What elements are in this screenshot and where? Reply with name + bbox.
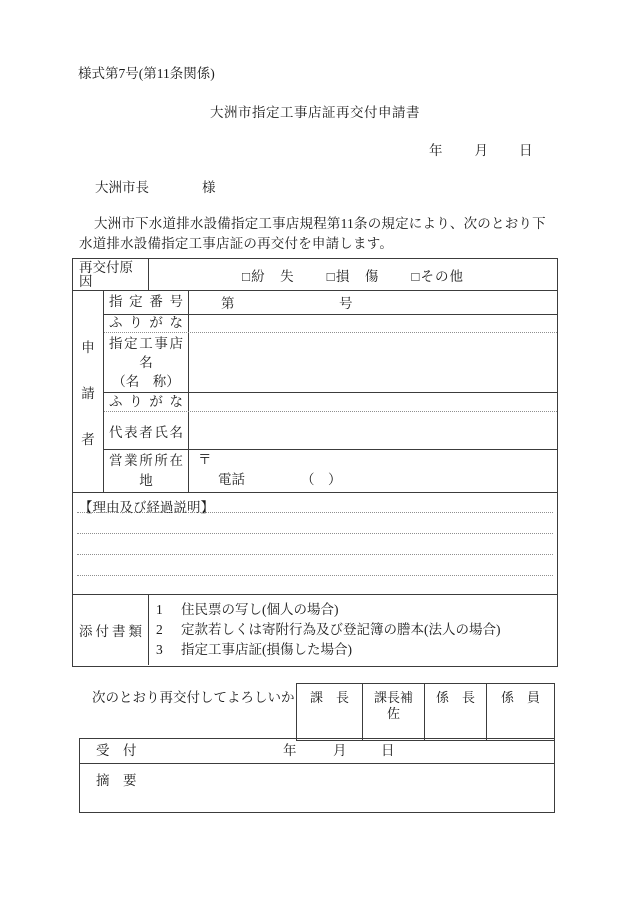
writing-line	[77, 575, 553, 576]
addressee-honorific: 様	[202, 180, 216, 195]
shop-name-field[interactable]	[189, 333, 557, 392]
reception-summary-row[interactable]	[80, 764, 554, 789]
application-table	[72, 258, 558, 667]
attachment-item-1	[156, 600, 553, 620]
approval-cell-label: 係 長	[435, 690, 475, 705]
office-address-field[interactable]	[189, 450, 557, 492]
approval-stamp-boxes	[296, 683, 555, 741]
furigana-representative-label-cell	[104, 393, 189, 412]
applicant-vertical-label	[73, 291, 104, 492]
attachments-list	[149, 595, 557, 665]
cause-option-other-label: その他	[420, 268, 464, 284]
attachment-item-text: 定款若しくは寄附行為及び登記簿の謄本(法人の場合)	[181, 622, 501, 637]
approval-cell-label: 課長補佐	[373, 690, 413, 721]
designation-number-row	[104, 291, 557, 315]
addressee-name: 大洲市長	[95, 180, 149, 195]
reception-month-label: 月	[333, 743, 347, 758]
checkbox-damaged-icon[interactable]: □	[326, 268, 336, 284]
reception-label: 受 付	[96, 743, 137, 758]
representative-field[interactable]	[189, 412, 557, 449]
reissue-cause-label: 再交付原因	[73, 259, 149, 290]
number-prefix: 第	[221, 296, 235, 311]
approval-cell-section-chief[interactable]	[297, 684, 363, 740]
applicant-char-1: 申	[81, 339, 95, 355]
approval-cell-label: 係 員	[500, 690, 540, 705]
cause-option-lost	[242, 265, 295, 285]
representative-label: 代 表 者 氏 名	[109, 424, 183, 440]
reception-date-row[interactable]	[80, 739, 554, 764]
office-address-label-cell	[104, 450, 189, 492]
attachments-row	[73, 595, 557, 665]
writing-line	[77, 533, 553, 534]
tel-label: 電話	[218, 472, 245, 488]
cause-option-other	[411, 265, 464, 285]
furigana-shop-label: ふ り が な	[109, 314, 183, 330]
reception-summary-label: 摘 要	[96, 773, 137, 788]
attachments-label-cell	[73, 595, 149, 665]
office-address-label-line2: 地	[139, 473, 153, 489]
designation-number-field[interactable]	[189, 291, 557, 314]
shop-name-label-line1: 指 定 工 事 店	[109, 335, 183, 351]
approval-note: 次のとおり再交付してよろしいか	[92, 690, 295, 705]
designation-number-label-cell	[104, 291, 189, 314]
approval-cell-staff[interactable]	[487, 684, 554, 740]
applicant-char-3: 者	[81, 431, 95, 447]
reason-section[interactable]	[73, 493, 557, 595]
furigana-representative-label: ふ り が な	[109, 393, 183, 409]
addressee-line	[95, 176, 216, 196]
shop-name-label-cell	[104, 333, 189, 392]
attachments-label: 添 付 書 類	[79, 624, 142, 639]
attachment-item-3	[156, 640, 553, 660]
cause-option-lost-label: 紛 失	[251, 268, 295, 284]
attachment-item-number: 2	[156, 622, 163, 637]
furigana-shop-row	[104, 315, 557, 333]
writing-line	[77, 554, 553, 555]
cause-option-damaged-label: 損 傷	[335, 268, 380, 284]
designation-number-label: 指 定 番 号	[109, 294, 183, 309]
postal-mark: 〒	[198, 452, 212, 468]
approval-cell-label: 課 長	[309, 690, 349, 705]
furigana-shop-label-cell	[104, 315, 189, 332]
page-title: 大洲市指定工事店証再交付申請書	[210, 105, 420, 120]
tel-area-code-parens: （ ）	[301, 472, 342, 488]
checkbox-lost-icon[interactable]: □	[242, 268, 252, 284]
reception-year-label: 年	[283, 743, 297, 758]
office-address-row	[104, 450, 557, 492]
office-address-label-line1: 営 業 所 所 在	[109, 453, 183, 469]
representative-row	[104, 412, 557, 450]
attachment-item-2	[156, 620, 553, 640]
shop-name-label-line3: （名 称）	[112, 373, 180, 389]
attachment-item-number: 1	[156, 602, 163, 617]
reception-table	[79, 738, 555, 813]
representative-label-cell	[104, 412, 189, 449]
shop-name-label-line2: 名	[139, 354, 153, 370]
checkbox-other-icon[interactable]: □	[411, 268, 421, 284]
intro-paragraph: 大洲市下水道排水設備指定工事店規程第11条の規定により、次のとおり下水道排水設備指定工事店証の再交付を申請します。	[79, 216, 546, 251]
furigana-shop-field[interactable]	[189, 315, 557, 332]
applicant-char-2: 請	[81, 385, 95, 401]
date-day-label: 日	[519, 143, 533, 158]
number-suffix: 号	[339, 296, 353, 311]
approval-cell-deputy-section-chief[interactable]	[363, 684, 425, 740]
approval-cell-subsection-chief[interactable]	[425, 684, 487, 740]
attachment-item-text: 指定工事店証(損傷した場合)	[181, 642, 352, 657]
form-number: 様式第7号(第11条関係)	[78, 66, 215, 81]
reissue-cause-row	[73, 259, 557, 291]
attachment-item-text: 住民票の写し(個人の場合)	[181, 602, 339, 617]
date-month-label: 月	[474, 143, 488, 158]
reception-day-label: 日	[381, 743, 395, 758]
furigana-representative-field[interactable]	[189, 393, 557, 412]
cause-option-damaged	[327, 265, 380, 285]
date-year-label: 年	[429, 143, 443, 158]
applicant-section	[73, 291, 557, 493]
writing-line	[77, 512, 553, 513]
shop-name-row	[104, 333, 557, 393]
reissue-cause-options	[149, 259, 557, 290]
date-line	[429, 139, 533, 159]
furigana-representative-row	[104, 393, 557, 413]
attachment-item-number: 3	[156, 642, 163, 657]
reason-header: 【理由及び経過説明】	[79, 500, 214, 515]
